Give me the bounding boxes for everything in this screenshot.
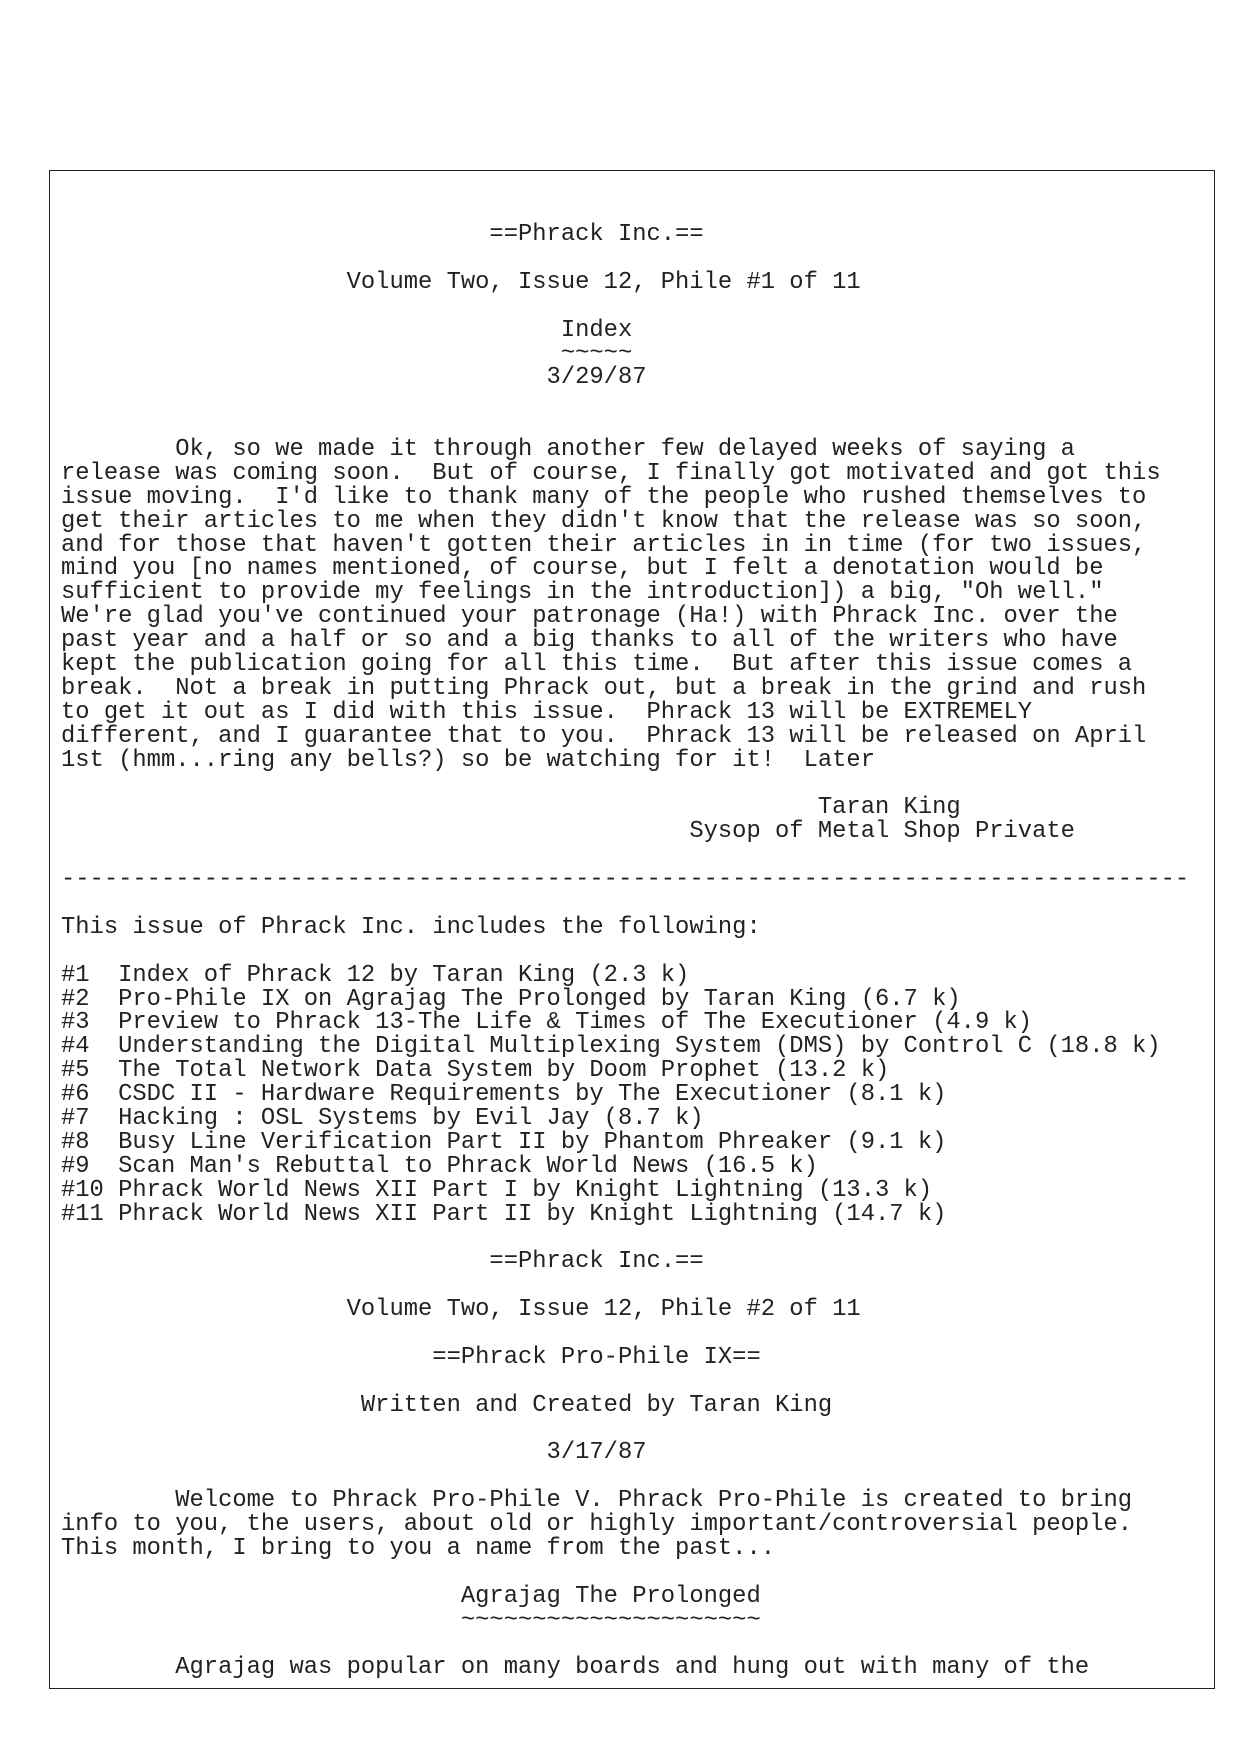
blank-line [61,1370,1189,1394]
text-line: and for those that haven't gotten their articles in in time (for two issues, [61,531,1147,559]
text-line: Welcome to Phrack Pro-Phile V. Phrack Pro-Phile is created to bring [61,1487,1133,1515]
text-line: ==Phrack Pro-Phile IX== [61,1343,761,1371]
blank-line [61,772,1189,796]
text-line: break. Not a break in putting Phrack out, but a break in the grind and rush [61,674,1147,702]
index-list-item: #11 Phrack World News XII Part II by Knight Lightning (14.7 k) [61,1200,947,1228]
blank-line [61,1226,1189,1250]
text-line: Taran King [61,794,961,822]
blank-line [61,1274,1189,1298]
text-line: This issue of Phrack Inc. includes the following: [61,913,761,941]
text-line: Agrajag The Prolonged [61,1582,761,1610]
blank-line [61,295,1189,319]
underline-line: ~~~~~~~~~~~~~~~~~~~~~ [61,1606,761,1634]
blank-line [61,844,1189,868]
text-line: kept the publication going for all this time. But after this issue comes a [61,651,1133,679]
text-line: different, and I guarantee that to you. Phrack 13 will be released on April [61,722,1147,750]
blank-line [61,892,1189,916]
text-line: 3/17/87 [61,1439,647,1467]
text-line: release was coming soon. But of course, I finally got motivated and got this [61,459,1161,487]
text-line: ==Phrack Inc.== [61,1248,704,1276]
text-line: mind you [no names mentioned, of course, but I felt a denotation would be [61,555,1104,583]
blank-line [61,1322,1189,1346]
text-line: Ok, so we made it through another few delayed weeks of saying a [61,436,1075,464]
index-list-item: #9 Scan Man's Rebuttal to Phrack World News (16.5 k) [61,1152,818,1180]
divider-line: ------------------------------------------------------------------------------- [61,866,1190,894]
text-line: sufficient to provide my feelings in the introduction]) a big, "Oh well." [61,579,1104,607]
text-line: Agrajag was popular on many boards and hung out with many of the [61,1654,1090,1682]
index-list-item: #6 CSDC II - Hardware Requirements by The Executioner (8.1 k) [61,1081,947,1109]
blank-line [61,1633,1189,1657]
index-list-item: #8 Busy Line Verification Part II by Phantom Phreaker (9.1 k) [61,1128,947,1156]
text-line: 3/29/87 [61,364,647,392]
text-line: 1st (hmm...ring any bells?) so be watching for it! Later [61,746,875,774]
blank-line [61,940,1189,964]
blank-line [61,414,1189,438]
text-line: Volume Two, Issue 12, Phile #1 of 11 [61,268,861,296]
index-list-item: #3 Preview to Phrack 13-The Life & Times of The Executioner (4.9 k) [61,1009,1033,1037]
blank-line [61,1418,1189,1442]
text-line: Written and Created by Taran King [61,1391,833,1419]
text-line: to get it out as I did with this issue. Phrack 13 will be EXTREMELY [61,698,1033,726]
blank-line [61,1561,1189,1585]
document-frame [49,170,1215,1689]
text-line: Volume Two, Issue 12, Phile #2 of 11 [61,1296,861,1324]
index-list-item: #5 The Total Network Data System by Doom Prophet (13.2 k) [61,1057,890,1085]
index-list-item: #2 Pro-Phile IX on Agrajag The Prolonged by Taran King (6.7 k) [61,985,961,1013]
text-line: info to you, the users, about old or highly important/controversial people. [61,1511,1133,1539]
text-line: Index [61,316,633,344]
index-list-item: #1 Index of Phrack 12 by Taran King (2.3 k) [61,961,690,989]
text-line: ==Phrack Inc.== [61,221,704,248]
text-file-body [61,223,1189,1680]
text-line: This month, I bring to you a name from the past... [61,1534,776,1562]
index-list-item: #10 Phrack World News XII Part I by Knight Lightning (13.3 k) [61,1176,933,1204]
blank-line [61,1465,1189,1489]
blank-line [61,390,1189,414]
text-line: Sysop of Metal Shop Private [61,818,1075,846]
text-line: past year and a half or so and a big thanks to all of the writers who have [61,627,1118,655]
index-list-item: #7 Hacking : OSL Systems by Evil Jay (8.7 k) [61,1104,704,1132]
text-line: issue moving. I'd like to thank many of the people who rushed themselves to [61,483,1147,511]
blank-line [61,247,1189,271]
text-line: get their articles to me when they didn't know that the release was so soon, [61,507,1147,535]
underline-line: ~~~~~ [61,340,633,368]
index-list-item: #4 Understanding the Digital Multiplexing System (DMS) by Control C (18.8 k) [61,1033,1161,1061]
text-line: We're glad you've continued your patronage (Ha!) with Phrack Inc. over the [61,603,1118,631]
